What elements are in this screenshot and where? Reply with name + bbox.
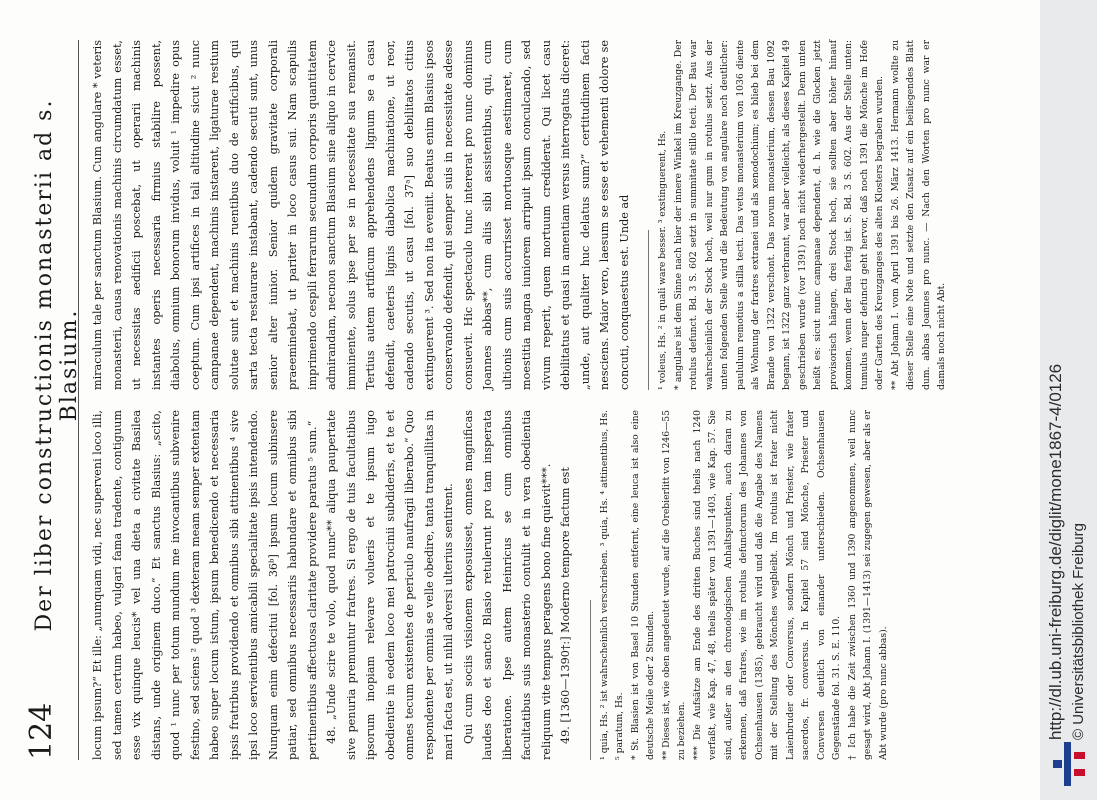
paragraph: 49. [1360—1390†:] Moderno tempore factum est	[559, 467, 572, 744]
header-rule	[78, 40, 79, 760]
logo-bar-blue-1	[1064, 742, 1071, 786]
logo-bar-red-1	[1074, 752, 1085, 759]
footnote: † Ich habe die Zeit zwischen 1360 und 1390 angenommen, weil nunc gesagt wird, Abt Johann I. (1391—1413) sei zugegen gewesen, aber als er Abt wurde (pro nunc abbas).	[846, 410, 889, 760]
permalink-url[interactable]: http://dl.ub.uni-freiburg.de/diglit/mone1867-4/0126	[1046, 363, 1065, 740]
library-sidebar	[1040, 0, 1097, 800]
footnote: ** Dieses ist, wie oben angedeutet wurde, auf die Orebierlitt von 1246—55 zu beziehen.	[660, 410, 687, 760]
page-header	[18, 40, 82, 760]
footnote: * St. Blasien ist von Basel 10 Stunden entfernt, eine leuca ist also eine deutsche Meile oder 2 Stunden.	[629, 410, 656, 760]
logo-bar-blue-2	[1053, 760, 1062, 768]
logo-bar-red-2	[1074, 769, 1085, 776]
footnotes	[597, 410, 892, 760]
footnote-separator	[648, 230, 649, 390]
footnote: ¹ quia, Hs. ² ist wahrscheinlich verschrieben. ³ quia, Hs. ⁴ attinentibus, Hs. ⁵ paratum, Hs.	[598, 410, 625, 760]
copyright-notice: © Universitätsbibliothek Freiburg	[1070, 523, 1087, 740]
footnotes	[655, 40, 950, 390]
page-number: 124	[24, 702, 59, 760]
left-column	[88, 410, 891, 760]
paragraph: 48. „Unde scire te volo, quod nunc** aliqua paupertate sive penuria premuntur fratres. Si ergo de tuis facultatibus ipsorum inopiam relevare volueris et te ipsum iugo obedientie in eodem loco mei patrocinii subdideris, et te et omnes tecum existentes de periculo naufragii liberabo.“ Quo respondente per omnia se velle obedire, tanta tranquillitas in mari facta est, ut nihil adversi ulterius sentirent.	[325, 410, 455, 760]
ub-freiburg-logo-icon	[1052, 742, 1086, 786]
sidebar-text	[1042, 0, 1095, 800]
paragraph: locum ipsum?“ Et ille: „numquam vidi, nec supervenі loco illi, sed tamen certum habeo, vulgari fama tradente, contiguum esse vix quinque leucis* vel una dieta a civitate Basilea distans, unde originem duco.“ Et sanctus Blasius: „scito, quod ¹ nunc per totum mundum me invocantibus subvenire festino, sed sciens ² quod ³ dexteram meam semper extentam habeo super locum istum, ipsum benedicendo et necessaria ipsis fratribus providendo et omnibus sibi attinentibus ⁴ sive ipsi loco servientibus amicabili specialitate ipsis intendendo. Nunquam enim defecitui [fol. 36ᵇ] ipsum locum subinsere patiar, sed omnibus necessariis habundare et omnibus sibi pertinentibus affectuosa claritate providere paratus ⁵ sum.“	[91, 410, 319, 760]
footnote: ** Abt Johann I. vom April 1391 bis 26. März 1413. Hermann wollte zu dieser Stelle eine Note und setzte den Zusatz auf ein beiliegendes Blatt dum. abbas Joannes pro nunc. — Nach den Worten pro nunc war er damals noch nicht Abt.	[889, 40, 947, 390]
footnote: ¹ voleus, Hs. ² in quali ware besser. ³ exstinguerent, Hs.	[657, 130, 668, 390]
footnote: *** Die Aufsätze am Ende des dritten Buches sind theils nach 1240 verfaßt, wie Kap. 47, 48, theils später von 1391—1403, wie Kap. 57. Sie sind, außer an den chronologischen Anhaltspunkten, auch daran zu erkennen, daß fratres, wie im rotulus defunctorum des Johannes von Ochsenhausen (1385), gebraucht wird und daß die Angabe des Namens mit der Stellung des Mönches wegbleibt. Im rotulus ist frater nicht Laienbruder oder Conversus, sondern Mönch und Priester, wie frater sacerdos, fr. conversus. In Kapitel 57 sind Mönche, Priester und Conversen deutlich von einander unterschieden. Ochsenhausen Gegenstände fol. 31. S. E. 110.	[691, 410, 842, 760]
running-title: Der liber constructionis monasterii ad s. Blasium.	[32, 98, 82, 632]
paragraph: Qui cum sociis visionem exposuisset, omnes magnificas laudes deo et sancto Blasio retulerunt pro tam insperata liberatione. Ipse autem Heinricus se cum omnibus facultatibus suis monasterio contulit et in vera obedientia reliquum vite tempus peragens bono fine quievit***.	[461, 410, 553, 760]
paragraph: miraculum tale per sanctum Blasium. Cum angulare * veteris monasterii, causa renovationis machinis circumdatum esset, ut necessitas aedificii poscebat, ut operarii machinis instantes operis necessaria firmius stabilire possent, diabolus, omnium bonorum invidus, voluit ¹ impedire opus coeptum. Cum ipsi artifices in tali altitudine sicut ² nunc campanae dependent, machinis instarent, ligaturae restium solutae sunt et machinis ruentibus duo de artificibus, qui sarta tecta restaurare instabant, cadendo secuti sunt, unus senior alter iunior. Senior quidem gravitate corporali praeeminebat, ut pariter in loco casus sui. Nam scapulis imprimendo cespili ferrarum secundum corporis quantitatem admirandam, necnon sanctum Blasium sine aliquo in cervice imminente, solus ipse per se in necessitate sua remansit. Tertius autem artificum apprehendens lignum se a casu defendit, caeteris lignis diabolica machinatione, ut reor, cadendo secutis, ut casu [fol. 37ᵃ] suo debilitatos citius extinguerent ³. Sed non ita eveniit. Beatus enim Blasius ipsos conservando defendit, qui semper suis in necessitate adesse consuevit. Hic spectaculo tunc intererat pro nunc dominus Joannes abbas**, cum aliis sibi assistentibus, qui, cum ultionis cum suis accurrisset mortuosque aestimaret, cum moestitia magna iuniorem arripuit ipsum conculcando, sed vivum reperit, quem mortuum crediderat. Qui licet casu debilitatus et quasi in amentiam versus interrogatus diceret: „unde, aut qualiter huc delatus sum?“ certitudinem facti nesciens. Maior vero, laesum se esse et vehementi dolore se concuti, conquaestus est. Unde ad	[91, 40, 631, 390]
footnote-separator	[590, 600, 591, 760]
right-column	[88, 40, 950, 390]
footnote: * angulare ist dem Sinne nach hier der innere Winkel im Kreuzgange. Der rotulus defunct. Bd. 3 S. 602 setzt in summitate stillo tecti. Der Bau war wahrscheinlich der Stock hoch, weil nur gum in rotulus setzt. Aus der unten folgenden Stelle wird die Bedeutung von angulare noch deutlicher: paululum remotius a stilla tecti. Das vetus monasterium von 1036 diente als Wohnung der fratres extranei und als xenodochium; es blieb bei dem Brande von 1322 verschont. Das novum monasterium, dessen Bau 1092 begann, ist 1322 ganz verbrannt, war aber vielleicht, als dieses Kapitel 49 geschrieben wurde (vor 1391) noch nicht wiederhergestellt. Denn unten heißt es: sicut nunc campanae dependent, d. h. wie die Glocken jetzt provisorisch hängen, drei Stock hoch, sie sollten aber höher hinauf kommen, wenn der Bau fertig ist. S. Bd. 3 S. 602. Aus der Stelle unten: tumulus nuper defuncti geht hervor, daß noch 1391 die Mönche im Hofe oder Garten des Kreuzganges des alten Klosters begraben wurden.	[672, 40, 885, 390]
